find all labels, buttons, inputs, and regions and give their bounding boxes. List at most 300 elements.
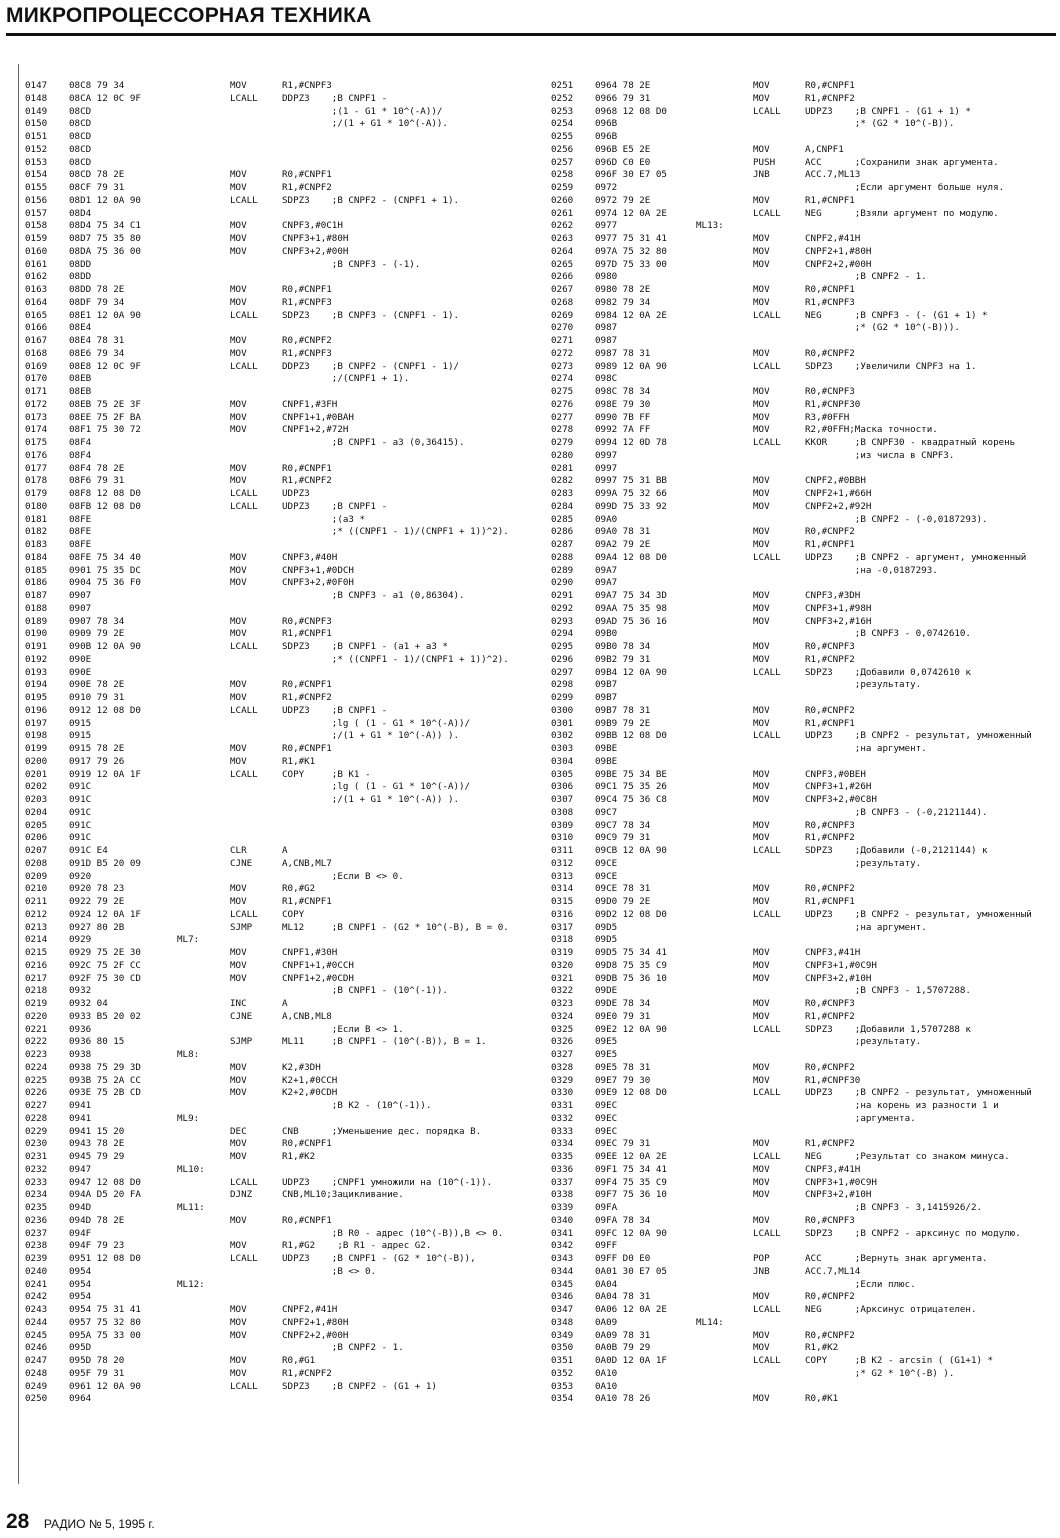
address-bytes: 08EB xyxy=(69,386,92,397)
code-line xyxy=(551,437,1060,450)
operand-comment: CNPF2+1,#66H xyxy=(805,488,872,499)
address-bytes: 0977 xyxy=(595,220,618,232)
line-number: 0279 xyxy=(551,437,574,448)
operand-comment: SDPZ3 ;Добавили 0,0742610 к xyxy=(805,666,971,678)
mnemonic: LCALL xyxy=(230,704,258,716)
address-bytes: 0994 12 0D 78 xyxy=(595,437,667,448)
code-line xyxy=(25,144,555,157)
mnemonic: MOV xyxy=(230,169,247,181)
code-line xyxy=(551,1330,1060,1343)
address-bytes: 0901 75 35 DC xyxy=(69,564,141,576)
operand-comment: ;B <> 0. xyxy=(282,1265,377,1277)
mnemonic: MOV xyxy=(230,411,247,423)
address-bytes: 092C 75 2F CC xyxy=(69,959,141,971)
address-bytes: 0947 12 08 D0 xyxy=(69,1176,141,1188)
address-bytes: 091C xyxy=(69,781,92,793)
address-bytes: 09CE xyxy=(595,870,618,882)
mnemonic: MOV xyxy=(230,1087,247,1099)
operand-comment: R1,#CNPF2 xyxy=(805,1138,855,1150)
mnemonic: MOV xyxy=(230,1138,247,1150)
address-bytes: 08D4 75 34 C1 xyxy=(69,220,141,232)
mnemonic: LCALL xyxy=(230,500,258,512)
line-number: 0152 xyxy=(25,143,48,155)
address-bytes: 091C xyxy=(69,794,92,805)
operand-comment: COPY xyxy=(282,908,305,920)
code-line xyxy=(551,1138,1060,1151)
code-line xyxy=(25,883,555,896)
line-number: 0261 xyxy=(551,207,574,219)
code-line xyxy=(25,1393,555,1406)
mnemonic: MOV xyxy=(753,768,770,780)
line-number: 0308 xyxy=(551,806,574,818)
operand-comment: A,CNB,ML7 xyxy=(282,857,332,869)
operand-comment: ;B CNPF1 - a3 (0,36415). xyxy=(282,437,465,448)
mnemonic: MOV xyxy=(753,539,770,550)
line-number: 0196 xyxy=(25,704,48,716)
code-line xyxy=(551,1087,1060,1100)
operand-comment: R1,#CNPF2 xyxy=(805,832,855,844)
address-bytes: 08FE xyxy=(69,526,92,538)
line-number: 0309 xyxy=(551,819,574,831)
operand-comment: CNPF3,#0BEH xyxy=(805,768,866,780)
address-bytes: 09D0 79 2E xyxy=(595,896,651,907)
address-bytes: 09DB 75 36 10 xyxy=(595,972,667,984)
address-bytes: 09CB 12 0A 90 xyxy=(595,845,667,856)
operand-comment: ACC.7,ML14 xyxy=(805,1265,861,1277)
line-number: 0310 xyxy=(551,832,574,844)
operand-comment: CNPF3+1,#80H xyxy=(282,233,349,244)
address-bytes: 09F1 75 34 41 xyxy=(595,1163,667,1175)
operand-comment: UDPZ3 xyxy=(282,488,310,499)
operand-comment: ACC.7,ML13 xyxy=(805,169,861,181)
line-number: 0201 xyxy=(25,768,48,780)
operand-comment: R1,#K2 xyxy=(282,1151,316,1162)
address-bytes: 09FF D0 E0 xyxy=(595,1253,651,1264)
operand-comment: CNPF2+2,#00H xyxy=(282,1329,349,1341)
code-line xyxy=(551,208,1060,221)
address-bytes: 096B xyxy=(595,118,618,130)
label: ML7: xyxy=(177,934,200,946)
code-line xyxy=(551,1036,1060,1049)
code-line xyxy=(25,514,555,527)
operand-comment: ;/(1 + G1 * 10^(-A)). xyxy=(282,118,448,130)
line-number: 0335 xyxy=(551,1151,574,1162)
line-number: 0228 xyxy=(25,1112,48,1124)
line-number: 0337 xyxy=(551,1176,574,1188)
mnemonic: MOV xyxy=(753,1061,770,1073)
operand-comment: ;B CNPF3 - (-0,2121144). xyxy=(805,806,988,818)
mnemonic: LCALL xyxy=(753,1023,781,1035)
address-bytes: 09CE xyxy=(595,857,618,869)
operand-comment: R1,#CNPF30 xyxy=(805,1074,861,1086)
mnemonic: LCALL xyxy=(753,1355,781,1366)
address-bytes: 097A 75 32 80 xyxy=(595,245,667,257)
code-line xyxy=(25,1126,555,1139)
address-bytes: 09FA xyxy=(595,1202,618,1213)
operand-comment: R0,#CNPF3 xyxy=(805,819,855,831)
line-number: 0334 xyxy=(551,1138,574,1150)
code-line xyxy=(25,641,555,654)
operand-comment: R1,#CNPF1 xyxy=(805,539,855,550)
operand-comment: CNPF1,#3FH xyxy=(282,398,338,410)
address-bytes: 090E xyxy=(69,653,92,665)
line-number: 0163 xyxy=(25,284,48,295)
operand-comment: R0,#CNPF3 xyxy=(282,615,332,627)
line-number: 0176 xyxy=(25,449,48,461)
operand-comment: R0,#CNPF2 xyxy=(805,1061,855,1073)
operand-comment: CNPF2+1,#80H xyxy=(282,1316,349,1328)
mnemonic: MOV xyxy=(230,182,247,193)
code-line xyxy=(25,1228,555,1241)
code-line xyxy=(25,577,555,590)
operand-comment: UDPZ3 ;B CNPF2 - результат, умноженный xyxy=(805,1087,1032,1099)
line-number: 0160 xyxy=(25,245,48,257)
line-number: 0247 xyxy=(25,1355,48,1366)
code-line xyxy=(25,233,555,246)
mnemonic: MOV xyxy=(753,526,770,538)
code-line xyxy=(551,883,1060,896)
code-line xyxy=(551,794,1060,807)
label: ML11: xyxy=(177,1202,205,1213)
operand-comment: ;результату. xyxy=(805,1036,922,1048)
page-footer xyxy=(6,1510,155,1534)
operand-comment: R1,#G2 ;B R1 - адрес G2. xyxy=(282,1240,432,1252)
address-bytes: 09A7 xyxy=(595,577,618,589)
line-number: 0199 xyxy=(25,743,48,754)
mnemonic: MOV xyxy=(753,1010,770,1022)
line-number: 0289 xyxy=(551,564,574,576)
address-bytes: 0947 xyxy=(69,1163,92,1175)
code-line xyxy=(551,807,1060,820)
address-bytes: 08F8 12 08 D0 xyxy=(69,488,141,499)
mnemonic: MOV xyxy=(230,896,247,907)
line-number: 0203 xyxy=(25,794,48,805)
line-number: 0173 xyxy=(25,411,48,423)
code-line xyxy=(551,960,1060,973)
code-line xyxy=(25,1138,555,1151)
address-bytes: 0907 xyxy=(69,590,92,601)
line-number: 0172 xyxy=(25,398,48,410)
mnemonic: MOV xyxy=(753,896,770,907)
line-number: 0218 xyxy=(25,985,48,997)
address-bytes: 09EC xyxy=(595,1100,618,1111)
address-bytes: 0954 xyxy=(69,1265,92,1277)
operand-comment: CNPF3+2,#10H xyxy=(805,1189,872,1201)
mnemonic: MOV xyxy=(230,233,247,244)
line-number: 0248 xyxy=(25,1367,48,1379)
line-number: 0168 xyxy=(25,347,48,359)
operand-comment: ;на аргумент. xyxy=(805,921,927,933)
address-bytes: 090E 78 2E xyxy=(69,679,125,691)
line-number: 0311 xyxy=(551,845,574,856)
code-line xyxy=(551,616,1060,629)
code-line xyxy=(551,361,1060,374)
code-line xyxy=(25,960,555,973)
mnemonic: MOV xyxy=(230,1329,247,1341)
operand-comment: ;* ((CNPF1 - 1)/(CNPF1 + 1))^2). xyxy=(282,653,509,665)
operand-comment: CNPF1+2,#0CDH xyxy=(282,972,354,984)
address-bytes: 0922 79 2E xyxy=(69,896,125,907)
operand-comment: ;lg ( (1 - G1 * 10^(-A))/ xyxy=(282,717,471,729)
operand-comment: CNPF3+2,#16H xyxy=(805,615,872,627)
operand-comment: ;B R0 - адрес (10^(-B)),B <> 0. xyxy=(282,1227,504,1239)
operand-comment: K2+1,#0CCH xyxy=(282,1074,338,1086)
code-line xyxy=(551,998,1060,1011)
line-number: 0175 xyxy=(25,437,48,448)
line-number: 0312 xyxy=(551,857,574,869)
address-bytes: 08E4 78 31 xyxy=(69,335,125,346)
address-bytes: 08F4 78 2E xyxy=(69,462,125,474)
operand-comment: CNPF2+2,#00H xyxy=(805,258,872,270)
line-number: 0212 xyxy=(25,908,48,920)
code-line xyxy=(551,1381,1060,1394)
code-line xyxy=(25,373,555,386)
address-bytes: 091D B5 20 09 xyxy=(69,857,141,869)
operand-comment: ;B CNPF3 - 1,5707288. xyxy=(805,985,971,997)
address-bytes: 0961 12 0A 90 xyxy=(69,1380,141,1392)
address-bytes: 0A09 xyxy=(595,1316,618,1328)
address-bytes: 0945 79 29 xyxy=(69,1151,125,1162)
address-bytes: 0980 xyxy=(595,271,618,283)
label: ML14: xyxy=(696,1316,724,1328)
address-bytes: 0A04 xyxy=(595,1278,618,1290)
line-number: 0254 xyxy=(551,118,574,130)
mnemonic: MOV xyxy=(230,1355,247,1366)
address-bytes: 0987 78 31 xyxy=(595,347,651,359)
address-bytes: 0974 12 0A 2E xyxy=(595,207,667,219)
operand-comment: CNPF3,#40H xyxy=(282,551,338,563)
operand-comment: ;на -0,0187293. xyxy=(805,564,938,576)
operand-comment: ML12 ;B CNPF1 - (G2 * 10^(-B), B = 0. xyxy=(282,921,509,933)
operand-comment: CNPF3+2,#0F0H xyxy=(282,577,354,589)
mnemonic: MOV xyxy=(753,653,770,665)
code-line xyxy=(551,501,1060,514)
operand-comment: DDPZ3 ;B CNPF2 - (CNPF1 - 1)/ xyxy=(282,360,460,372)
address-bytes: 08EB xyxy=(69,373,92,385)
line-number: 0237 xyxy=(25,1227,48,1239)
operand-comment: R1,#CNPF1 xyxy=(282,896,332,907)
address-bytes: 09EC xyxy=(595,1125,618,1137)
code-line xyxy=(551,195,1060,208)
address-bytes: 09B9 79 2E xyxy=(595,717,651,729)
address-bytes: 0924 12 0A 1F xyxy=(69,908,141,920)
line-number: 0295 xyxy=(551,641,574,652)
address-bytes: 09D8 75 35 C9 xyxy=(595,959,667,971)
code-line xyxy=(25,386,555,399)
code-line xyxy=(25,424,555,437)
address-bytes: 0933 B5 20 02 xyxy=(69,1010,141,1022)
mnemonic: SJMP xyxy=(230,1036,253,1048)
code-line xyxy=(551,565,1060,578)
line-number: 0329 xyxy=(551,1074,574,1086)
operand-comment: SDPZ3 ;Увеличили CNPF3 на 1. xyxy=(805,360,977,372)
line-number: 0280 xyxy=(551,449,574,461)
address-bytes: 095F 79 31 xyxy=(69,1367,125,1379)
code-line xyxy=(25,80,555,93)
address-bytes: 09F7 75 36 10 xyxy=(595,1189,667,1201)
code-line xyxy=(25,297,555,310)
mnemonic: MOV xyxy=(230,972,247,984)
address-bytes: 08CA 12 0C 9F xyxy=(69,92,141,104)
code-line xyxy=(25,475,555,488)
mnemonic: MOV xyxy=(753,717,770,729)
operand-comment: R1,#CNPF1 xyxy=(805,896,855,907)
code-line xyxy=(551,1317,1060,1330)
address-bytes: 0941 xyxy=(69,1100,92,1111)
code-line xyxy=(551,1100,1060,1113)
address-bytes: 08DD xyxy=(69,258,92,270)
code-line xyxy=(551,781,1060,794)
code-line xyxy=(25,259,555,272)
address-bytes: 09BE xyxy=(595,743,618,754)
address-bytes: 08D7 75 35 80 xyxy=(69,233,141,244)
line-number: 0205 xyxy=(25,819,48,831)
code-line xyxy=(25,220,555,233)
mnemonic: MOV xyxy=(230,551,247,563)
code-line xyxy=(551,1279,1060,1292)
line-number: 0293 xyxy=(551,615,574,627)
operand-comment: SDPZ3 ;Добавили 1,5707288 к xyxy=(805,1023,971,1035)
operand-comment: UDPZ3 ;B CNPF1 - (G2 * 10^(-B)), xyxy=(282,1253,476,1264)
code-line xyxy=(551,820,1060,833)
address-bytes: 0907 xyxy=(69,602,92,614)
code-line xyxy=(25,565,555,578)
line-number: 0209 xyxy=(25,870,48,882)
line-number: 0186 xyxy=(25,577,48,589)
code-line xyxy=(551,169,1060,182)
code-line xyxy=(551,896,1060,909)
line-number: 0354 xyxy=(551,1393,574,1405)
code-line xyxy=(551,871,1060,884)
mnemonic: MOV xyxy=(753,92,770,104)
code-line xyxy=(25,1355,555,1368)
operand-comment: R1,#K1 xyxy=(282,755,316,767)
line-number: 0166 xyxy=(25,322,48,334)
operand-comment: CNB ;Уменьшение дес. порядка B. xyxy=(282,1125,482,1137)
mnemonic: DEC xyxy=(230,1125,247,1137)
address-bytes: 09C7 xyxy=(595,806,618,818)
mnemonic: MOV xyxy=(753,1291,770,1303)
line-number: 0174 xyxy=(25,424,48,436)
address-bytes: 0907 78 34 xyxy=(69,615,125,627)
address-bytes: 0941 xyxy=(69,1112,92,1124)
mnemonic: MOV xyxy=(753,296,770,308)
mnemonic: MOV xyxy=(753,959,770,971)
mnemonic: JNB xyxy=(753,169,770,181)
line-number: 0230 xyxy=(25,1138,48,1150)
address-bytes: 09AD 75 36 16 xyxy=(595,615,667,627)
address-bytes: 099A 75 32 66 xyxy=(595,488,667,499)
line-number: 0272 xyxy=(551,347,574,359)
code-line xyxy=(551,756,1060,769)
mnemonic: MOV xyxy=(230,245,247,257)
line-number: 0339 xyxy=(551,1202,574,1213)
code-line xyxy=(551,922,1060,935)
operand-comment: CNPF3+1,#0C9H xyxy=(805,1176,877,1188)
mnemonic: MOV xyxy=(753,704,770,716)
code-line xyxy=(551,628,1060,641)
mnemonic: LCALL xyxy=(230,768,258,780)
operand-comment: R1,#CNPF3 xyxy=(805,296,855,308)
code-line xyxy=(25,1177,555,1190)
mnemonic: PUSH xyxy=(753,156,776,168)
code-line xyxy=(551,1228,1060,1241)
line-number: 0249 xyxy=(25,1380,48,1392)
code-line xyxy=(25,208,555,221)
operand-comment: ;B CNPF2 - 1. xyxy=(805,271,927,283)
address-bytes: 092F 75 30 CD xyxy=(69,972,141,984)
address-bytes: 09E0 79 31 xyxy=(595,1010,651,1022)
mnemonic: MOV xyxy=(753,998,770,1009)
address-bytes: 09D5 xyxy=(595,934,618,946)
code-line xyxy=(25,985,555,998)
mnemonic: MOV xyxy=(230,475,247,487)
mnemonic: MOV xyxy=(753,284,770,295)
operand-comment: ;B CNPF3 - a1 (0,86304). xyxy=(282,590,465,601)
address-bytes: 097D 75 33 00 xyxy=(595,258,667,270)
code-line xyxy=(25,93,555,106)
address-bytes: 0966 79 31 xyxy=(595,92,651,104)
operand-comment: ;результату. xyxy=(805,679,922,691)
code-line xyxy=(25,654,555,667)
line-number: 0245 xyxy=(25,1329,48,1341)
code-line xyxy=(551,1393,1060,1406)
address-bytes: 08CF 79 31 xyxy=(69,182,125,193)
address-bytes: 0912 12 08 D0 xyxy=(69,704,141,716)
address-bytes: 09B7 xyxy=(595,692,618,703)
mnemonic: MOV xyxy=(230,1074,247,1086)
line-number: 0251 xyxy=(551,80,574,91)
line-number: 0235 xyxy=(25,1202,48,1213)
code-line xyxy=(25,807,555,820)
mnemonic: LCALL xyxy=(230,309,258,321)
code-line xyxy=(551,297,1060,310)
line-number: 0240 xyxy=(25,1265,48,1277)
line-number: 0303 xyxy=(551,743,574,754)
line-number: 0214 xyxy=(25,934,48,946)
address-bytes: 0936 80 15 xyxy=(69,1036,125,1048)
address-bytes: 094F 79 23 xyxy=(69,1240,125,1252)
code-line xyxy=(551,399,1060,412)
code-line xyxy=(551,1291,1060,1304)
mnemonic: MOV xyxy=(230,577,247,589)
line-number: 0231 xyxy=(25,1151,48,1162)
address-bytes: 09B4 12 0A 90 xyxy=(595,666,667,678)
address-bytes: 0972 xyxy=(595,182,618,193)
line-number: 0185 xyxy=(25,564,48,576)
line-number: 0241 xyxy=(25,1278,48,1290)
line-number: 0170 xyxy=(25,373,48,385)
line-number: 0252 xyxy=(551,92,574,104)
mnemonic: CJNE xyxy=(230,1010,253,1022)
mnemonic: MOV xyxy=(753,1176,770,1188)
address-bytes: 0927 80 2B xyxy=(69,921,125,933)
issue-info: РАДИО № 5, 1995 г. xyxy=(43,1517,155,1531)
operand-comment: NEG ;Результат со знаком минуса. xyxy=(805,1151,1010,1162)
mnemonic: LCALL xyxy=(230,641,258,652)
operand-comment: CNPF1,#30H xyxy=(282,947,338,958)
code-line xyxy=(551,973,1060,986)
mnemonic: MOV xyxy=(753,386,770,397)
line-number: 0332 xyxy=(551,1112,574,1124)
operand-comment: ;Если аргумент больше нуля. xyxy=(805,182,1005,193)
line-number: 0338 xyxy=(551,1189,574,1201)
code-line xyxy=(551,858,1060,871)
line-number: 0267 xyxy=(551,284,574,295)
mnemonic: LCALL xyxy=(753,845,781,856)
operand-comment: ;на аргумент. xyxy=(805,743,927,754)
operand-comment: DDPZ3 ;B CNPF1 - xyxy=(282,92,388,104)
